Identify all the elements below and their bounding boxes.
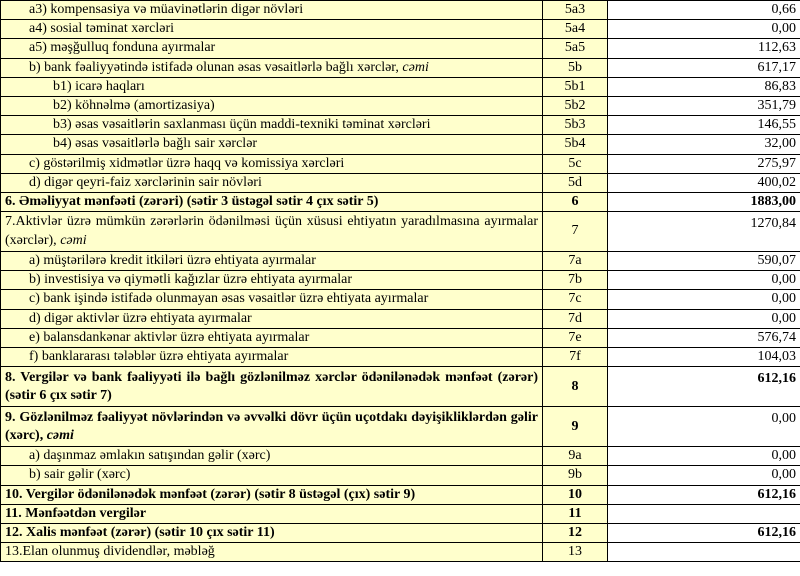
table-row	[1, 543, 800, 562]
row-label-text: a4) sosial təminat xərcləri	[29, 21, 174, 37]
row-code-cell: 5b3	[543, 116, 608, 135]
row-label-cell	[1, 20, 543, 39]
row-label-cell	[1, 39, 543, 58]
row-label-text: 7.Aktivlər üzrə mümkün zərərlərin ödənilməsi üçün xüsusi ehtiyatın yaradılmasına ayırmalar (xərclər),	[5, 214, 538, 248]
row-value-cell: 612,16	[608, 523, 800, 542]
table-row	[1, 271, 800, 290]
row-label-text: c) göstərilmiş xidmətlər üzrə haqq və komissiya xərcləri	[29, 155, 345, 171]
row-label-italic-text: cəmi	[402, 59, 429, 75]
row-label-cell	[1, 523, 543, 542]
row-label-text: f) banklararası tələblər üzrə ehtiyata ayırmalar	[29, 349, 289, 364]
row-label-text: 13.Elan olunmuş dividendlər, məbləğ	[5, 544, 215, 560]
row-label-cell	[1, 154, 543, 173]
row-label-italic-text: cəmi	[46, 427, 74, 443]
table-row	[1, 1, 800, 20]
row-label-cell	[1, 407, 543, 447]
row-label-cell	[1, 309, 543, 328]
row-label-cell	[1, 252, 543, 271]
table-row	[1, 20, 800, 39]
row-value-cell: 86,83	[608, 77, 800, 96]
row-value-cell: 590,07	[608, 252, 800, 271]
row-value-cell: 1270,84	[608, 212, 800, 252]
row-value-cell: 0,00	[608, 447, 800, 466]
table-row	[1, 173, 800, 192]
row-label-cell	[1, 328, 543, 347]
row-label-text: b3) əsas vəsaitlərin saxlanması üçün maddi-texniki təminat xərcləri	[53, 117, 431, 133]
row-value-cell	[608, 504, 800, 523]
table-row	[1, 58, 800, 77]
row-label-italic-text: cəmi	[60, 232, 87, 248]
row-code-cell: 5a4	[543, 20, 608, 39]
row-value-cell: 576,74	[608, 328, 800, 347]
row-code-cell: 6	[543, 192, 608, 211]
row-code-cell: 7d	[543, 309, 608, 328]
row-label-text: b2) köhnəlmə (amortizasiya)	[53, 97, 215, 113]
table-row	[1, 309, 800, 328]
table-row	[1, 485, 800, 504]
table-row	[1, 96, 800, 115]
table-row	[1, 135, 800, 154]
row-code-cell: 9a	[543, 447, 608, 466]
row-label-text: d) digər qeyri-faiz xərclərinin sair növləri	[29, 174, 262, 190]
row-label-text: d) digər aktivlər üzrə ehtiyata ayırmalar	[29, 310, 252, 326]
row-label-text: a3) kompensasiya və müavinətlərin digər növləri	[29, 2, 304, 17]
row-code-cell: 9b	[543, 466, 608, 485]
row-value-cell: 32,00	[608, 135, 800, 154]
row-code-cell: 7	[543, 212, 608, 252]
row-label-cell	[1, 447, 543, 466]
row-code-cell: 5b1	[543, 77, 608, 96]
row-code-cell: 13	[543, 543, 608, 562]
row-label-cell	[1, 485, 543, 504]
row-code-cell: 7e	[543, 328, 608, 347]
row-code-cell: 10	[543, 485, 608, 504]
row-value-cell: 0,00	[608, 309, 800, 328]
table-row	[1, 154, 800, 173]
row-code-cell: 7a	[543, 252, 608, 271]
row-label-cell	[1, 1, 543, 20]
row-value-cell: 617,17	[608, 58, 800, 77]
row-value-cell: 0,00	[608, 466, 800, 485]
row-code-cell: 5d	[543, 173, 608, 192]
table-row	[1, 504, 800, 523]
row-code-cell: 7c	[543, 290, 608, 309]
row-value-cell: 104,03	[608, 348, 800, 367]
row-label-cell	[1, 367, 543, 407]
table-row	[1, 407, 800, 447]
row-code-cell: 11	[543, 504, 608, 523]
row-label-cell	[1, 543, 543, 562]
row-label-cell	[1, 504, 543, 523]
row-code-cell: 5c	[543, 154, 608, 173]
row-label-cell	[1, 77, 543, 96]
row-label-text: 6. Əməliyyat mənfəəti (zərəri) (sətir 3 üstəgəl sətir 4 çıx sətir 5)	[5, 193, 379, 209]
table-row	[1, 77, 800, 96]
row-code-cell: 12	[543, 523, 608, 542]
row-value-cell: 400,02	[608, 173, 800, 192]
row-label-cell	[1, 58, 543, 77]
row-code-cell: 5b	[543, 58, 608, 77]
row-value-cell: 0,00	[608, 271, 800, 290]
row-label-cell	[1, 116, 543, 135]
row-label-text: 8. Vergilər və bank fəaliyyəti ilə bağlı gözlənilməz xərclər ödənilənədək mənfəət (zərər) (sətir 6 çıx sətir 7)	[5, 369, 538, 403]
row-code-cell: 8	[543, 367, 608, 407]
row-value-cell: 112,63	[608, 39, 800, 58]
row-code-cell: 9	[543, 407, 608, 447]
row-label-cell	[1, 135, 543, 154]
row-label-cell	[1, 173, 543, 192]
row-code-cell: 5a3	[543, 1, 608, 20]
row-label-text: a) daşınmaz əmlakın satışından gəlir (xərc)	[29, 448, 271, 464]
table-body	[1, 1, 800, 562]
row-value-cell: 146,55	[608, 116, 800, 135]
row-value-cell: 612,16	[608, 367, 800, 407]
row-value-cell: 0,66	[608, 1, 800, 20]
row-label-text: b4) əsas vəsaitlərlə bağlı sair xərclər	[53, 136, 258, 152]
row-value-cell: 0,00	[608, 407, 800, 447]
row-code-cell: 5b4	[543, 135, 608, 154]
table-row	[1, 447, 800, 466]
table-row	[1, 348, 800, 367]
table-row	[1, 367, 800, 407]
row-value-cell: 275,97	[608, 154, 800, 173]
table-row	[1, 39, 800, 58]
row-label-text: e) balansdankənar aktivlər üzrə ehtiyata ayırmalar	[29, 329, 310, 345]
row-label-cell	[1, 348, 543, 367]
row-label-text: b1) icarə haqları	[53, 78, 145, 94]
table-row	[1, 192, 800, 211]
row-code-cell: 5a5	[543, 39, 608, 58]
row-label-cell	[1, 290, 543, 309]
row-value-cell: 1883,00	[608, 192, 800, 211]
row-value-cell: 612,16	[608, 485, 800, 504]
row-label-text: b) investisiya və qiymətli kağızlar üzrə ehtiyata ayırmalar	[29, 272, 353, 288]
row-label-text: c) bank işində istifadə olunmayan əsas vəsaitlər üzrə ehtiyata ayırmalar	[29, 291, 429, 307]
row-code-cell: 7b	[543, 271, 608, 290]
row-label-text: 12. Xalis mənfəət (zərər) (sətir 10 çıx sətir 11)	[5, 524, 275, 540]
table-row	[1, 523, 800, 542]
row-label-text: 10. Vergilər ödənilənədək mənfəət (zərər) (sətir 8 üstəgəl (çıx) sətir 9)	[5, 486, 416, 502]
table-row	[1, 252, 800, 271]
row-label-text: b) sair gəlir (xərc)	[29, 467, 131, 483]
row-label-text: 9. Gözlənilməz fəaliyyət növlərindən və əvvəlki dövr üçün uçotdakı dəyişikliklərdən gəlir (xərc),	[5, 409, 538, 443]
row-value-cell: 0,00	[608, 20, 800, 39]
table-row	[1, 290, 800, 309]
table-row	[1, 212, 800, 252]
row-label-cell	[1, 212, 543, 252]
row-label-text: a5) məşğulluq fonduna ayırmalar	[29, 40, 216, 56]
row-value-cell	[608, 543, 800, 562]
row-value-cell: 0,00	[608, 290, 800, 309]
row-code-cell: 7f	[543, 348, 608, 367]
row-label-cell	[1, 192, 543, 211]
row-value-cell: 351,79	[608, 96, 800, 115]
row-label-cell	[1, 271, 543, 290]
row-label-cell	[1, 96, 543, 115]
row-code-cell: 5b2	[543, 96, 608, 115]
row-label-text: 11. Mənfəətdən vergilər	[5, 505, 147, 521]
table-row	[1, 116, 800, 135]
table-row	[1, 328, 800, 347]
row-label-text: a) müştərilərə kredit itkiləri üzrə ehtiyata ayırmalar	[29, 253, 316, 269]
row-label-cell	[1, 466, 543, 485]
row-label-text: b) bank fəaliyyətində istifadə olunan əsas vəsaitlərlə bağlı xərclər,	[29, 59, 403, 75]
table-row	[1, 466, 800, 485]
